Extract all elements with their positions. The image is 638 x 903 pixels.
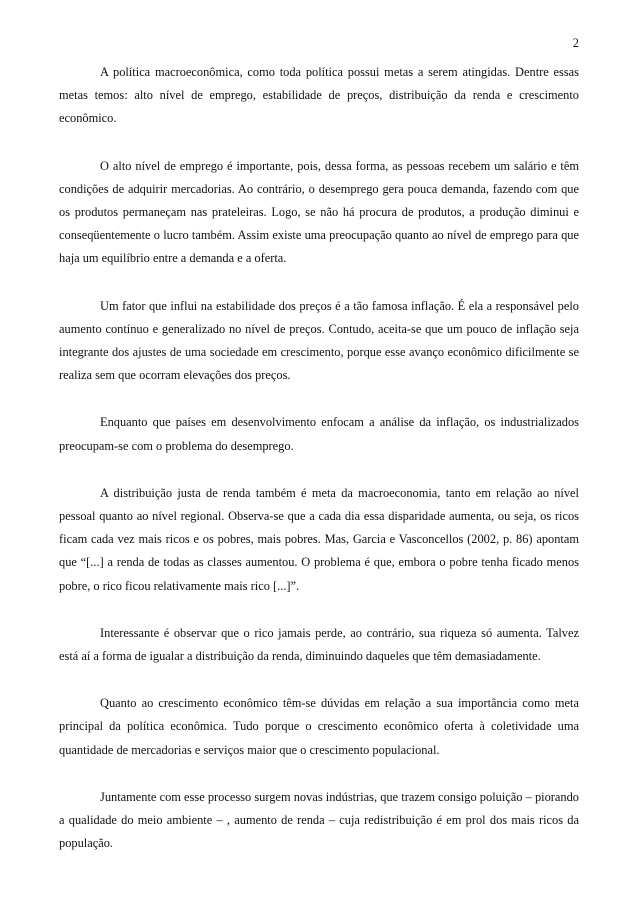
paragraph-new-industries: Juntamente com esse processo surgem novas indústrias, que trazem consigo poluição – piorando a qualidade do meio ambiente – , aumento de renda – cuja redistribuição é em prol dos mais ricos da população.	[59, 789, 579, 851]
document-body	[59, 61, 579, 879]
paragraph-inflation: Um fator que influi na estabilidade dos preços é a tão famosa inflação. É ela a responsável pelo aumento contínuo e generalizado no nível de preços. Contudo, aceita-se que um pouco de inflação seja integrante dos ajustes de uma sociedade em crescimento, porque esse avanço econômico dificilmente se realiza sem que ocorram elevações dos preços.	[59, 298, 579, 383]
paragraph-wealth: Interessante é observar que o rico jamais perde, ao contrário, sua riqueza só aumenta. Talvez está aí a forma de igualar a distribuição da renda, diminuindo daqueles que têm demasiadamente.	[59, 625, 579, 664]
paragraph-economic-growth: Quanto ao crescimento econômico têm-se dúvidas em relação a sua importância como meta principal da política econômica. Tudo porque o crescimento econômico oferta à coletividade uma quantidade de mercadorias e serviços maior que o crescimento populacional.	[59, 696, 579, 757]
paragraph-employment: O alto nível de emprego é importante, pois, dessa forma, as pessoas recebem um salário e têm condições de adquirir mercadorias. Ao contrário, o desemprego gera pouca demanda, fazendo com que os produtos permaneçam nas prateleiras. Logo, se não há procura de produtos, a produção diminui e conseqüentemente o lucro também. Assim existe uma preocupação quanto ao nível de emprego para que haja um equilíbrio entre a demanda e a oferta.	[59, 158, 579, 266]
paragraph-developing-countries: Enquanto que países em desenvolvimento enfocam a análise da inflação, os industrializados preocupam-se com o problema do desemprego.	[59, 415, 579, 453]
paragraph-macroeconomic-goals: A política macroeconômica, como toda política possui metas a serem atingidas. Dentre essas metas temos: alto nível de emprego, estabilidade de preços, distribuição da renda e crescimento econômico.	[59, 65, 579, 126]
paragraph-income-distribution: A distribuição justa de renda também é meta da macroeconomia, tanto em relação ao nível pessoal quanto ao nível regional. Observa-se que a cada dia essa disparidade aumenta, ou seja, os ricos ficam cada vez mais ricos e os pobres, mais pobres. Mas, Garcia e Vasconcellos (2002, p. 86) apontam que “[...] a renda de todas as classes aumentou. O problema é que, embora o pobre tenha ficado menos pobre, o rico ficou relativamente mais rico [...]”.	[59, 485, 579, 593]
page-number: 2	[572, 36, 579, 50]
